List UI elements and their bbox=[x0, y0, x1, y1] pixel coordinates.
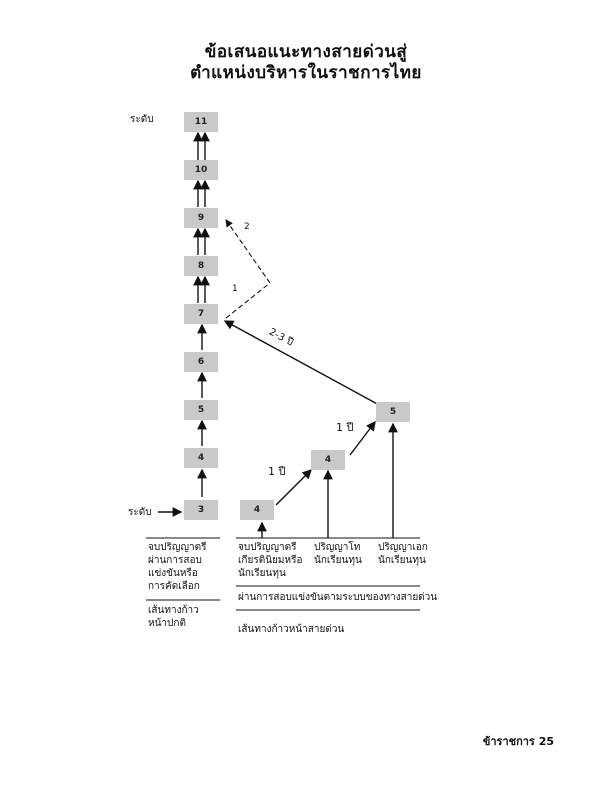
level-label-bottom: ระดับ bbox=[128, 507, 152, 518]
level-box-8: 8 bbox=[184, 256, 218, 276]
footer-source: ข้าราชการ bbox=[482, 735, 535, 748]
note-normal-entry: จบปริญญาตรี ผ่านการสอบ แข่งขันหรือ การคัดเลือก bbox=[148, 542, 207, 592]
dashed-arrows bbox=[226, 220, 270, 318]
title-line-1: ข้อเสนอแนะทางสายด่วนสู่ bbox=[204, 42, 408, 62]
edge-label-dash-2: 2 bbox=[244, 222, 250, 232]
level-box-10: 10 bbox=[184, 160, 218, 180]
note-fast-master: ปริญญาโท นักเรียนทุน bbox=[314, 542, 362, 566]
edge-label-1-year-b: 1 ปี bbox=[336, 421, 354, 434]
level-box-7: 7 bbox=[184, 304, 218, 324]
footer-page: 25 bbox=[538, 735, 554, 748]
footer bbox=[483, 732, 554, 750]
fast-box-doctor: 5 bbox=[376, 402, 410, 422]
title-line-2: ตำแหน่งบริหารในราชการไทย bbox=[190, 63, 422, 83]
edge-label-2-3-years: 2-3 ปี bbox=[266, 326, 295, 349]
note-fast-path: เส้นทางก้าวหน้าสายด่วน bbox=[238, 624, 345, 635]
level-box-6: 6 bbox=[184, 352, 218, 372]
level-label-top: ระดับ bbox=[130, 114, 154, 125]
level-box-5: 5 bbox=[184, 400, 218, 420]
edge-label-dash-1: 1 bbox=[232, 284, 238, 294]
note-fast-bachelor: จบปริญญาตรี เกียรตินิยมหรือ นักเรียนทุน bbox=[238, 542, 303, 579]
note-fast-doctor: ปริญญาเอก นักเรียนทุน bbox=[378, 542, 428, 566]
level-box-9: 9 bbox=[184, 208, 218, 228]
fast-box-master: 4 bbox=[311, 450, 345, 470]
fast-box-bachelor: 4 bbox=[240, 500, 274, 520]
edge-label-1-year-a: 1 ปี bbox=[268, 465, 286, 478]
level-box-4: 4 bbox=[184, 448, 218, 468]
level-box-3: 3 bbox=[184, 500, 218, 520]
level-box-11: 11 bbox=[184, 112, 218, 132]
note-exam: ผ่านการสอบแข่งขันตามระบบของทางสายด่วน bbox=[238, 592, 438, 603]
note-normal-path: เส้นทางก้าว หน้าปกติ bbox=[148, 605, 199, 629]
